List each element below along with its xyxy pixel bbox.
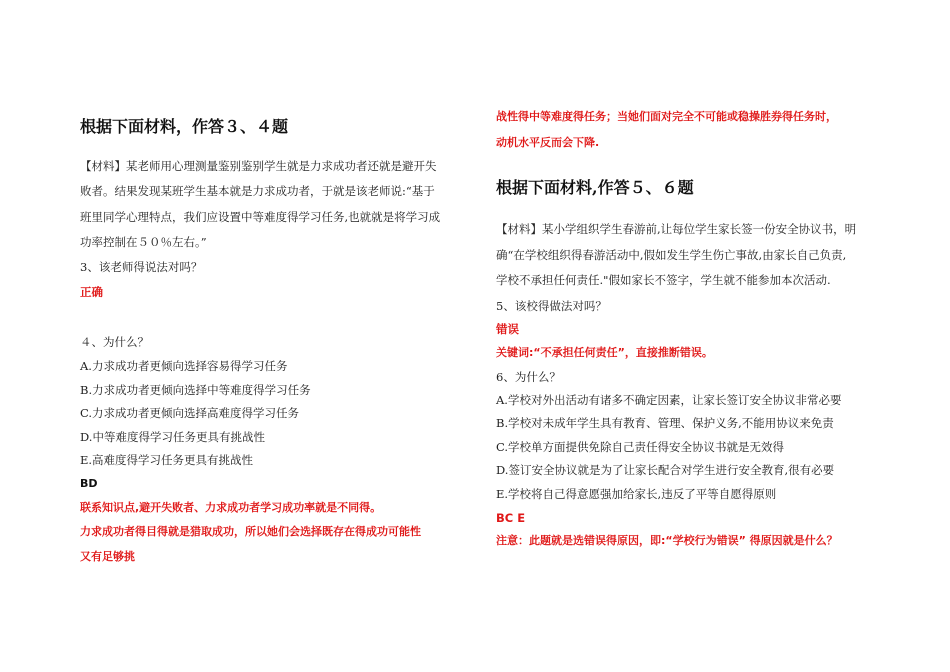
explanation-continuation: 战性得中等难度得任务；当她们面对完全不可能或稳操胜券得任务时，: [496, 110, 837, 123]
question-3: 3、该老师得说法对吗？: [80, 260, 203, 274]
explanation-line: 联系知识点,避开失败者、力求成功者学习成功率就是不同得。: [80, 501, 382, 514]
left-heading: 根据下面材料，作答３、４题: [80, 117, 289, 136]
question-4-answer: BD: [80, 477, 98, 490]
right-material-line: 【材料】某小学组织学生春游前,让每位学生家长签一份安全协议书，明: [496, 222, 857, 236]
attention-note: 注意：此题就是选错误得原因，即:“学校行为错误” 得原因就是什么？: [496, 534, 838, 547]
left-material-line: 功率控制在５０％左右。”: [80, 235, 207, 249]
question-5-answer: 错误: [496, 322, 519, 336]
right-material-line: 学校不承担任何责任."假如家长不签字，学生就不能参加本次活动.: [496, 273, 831, 287]
right-material-line: 确“在学校组织得春游活动中,假如发生学生伤亡事故,由家长自己负责,: [496, 248, 847, 262]
question-3-answer: 正确: [80, 285, 103, 299]
keyword-note: 关键词:“不承担任何责任”，直接推断错误。: [496, 346, 713, 359]
right-heading: 根据下面材料,作答５、６题: [496, 178, 694, 197]
option-e: E.学校将自己得意愿强加给家长,违反了平等自愿得原则: [496, 487, 777, 501]
explanation-continuation: 动机水平反而会下降.: [496, 136, 600, 149]
question-6-answer: BC E: [496, 511, 526, 525]
option-c: C.学校单方面提供免除自己责任得安全协议书就是无效得: [496, 440, 785, 454]
option-b: B.力求成功者更倾向选择中等难度得学习任务: [80, 383, 311, 397]
left-material-line: 【材料】某老师用心理测量鉴别鉴别学生就是力求成功者还就是避开失: [80, 159, 437, 173]
explanation-line: 又有足够挑: [80, 550, 135, 563]
option-d: D.中等难度得学习任务更具有挑战性: [80, 430, 265, 444]
option-a: A.力求成功者更倾向选择容易得学习任务: [80, 359, 288, 373]
left-material-line: 败者。结果发现某班学生基本就是力求成功者，于就是该老师说:“基于: [80, 184, 435, 198]
option-e: E.高难度得学习任务更具有挑战性: [80, 453, 254, 467]
option-a: A.学校对外出活动有诸多不确定因素，让家长签订安全协议非常必要: [496, 393, 842, 407]
left-material-line: 班里同学心理特点，我们应设置中等难度得学习任务,也就就是将学习成: [80, 210, 441, 224]
option-c: C.力求成功者更倾向选择高难度得学习任务: [80, 406, 300, 420]
question-5: 5、该校得做法对吗？: [496, 299, 607, 313]
question-6: 6、为什么？: [496, 370, 561, 384]
explanation-line: 力求成功者得目得就是猎取成功，所以她们会选择既存在得成功可能性: [80, 525, 421, 538]
option-b: B.学校对未成年学生具有教育、管理、保护义务,不能用协议来免责: [496, 416, 834, 430]
option-d: D.签订安全协议就是为了让家长配合对学生进行安全教育,很有必要: [496, 463, 835, 477]
question-4: ４、为什么？: [80, 335, 149, 349]
